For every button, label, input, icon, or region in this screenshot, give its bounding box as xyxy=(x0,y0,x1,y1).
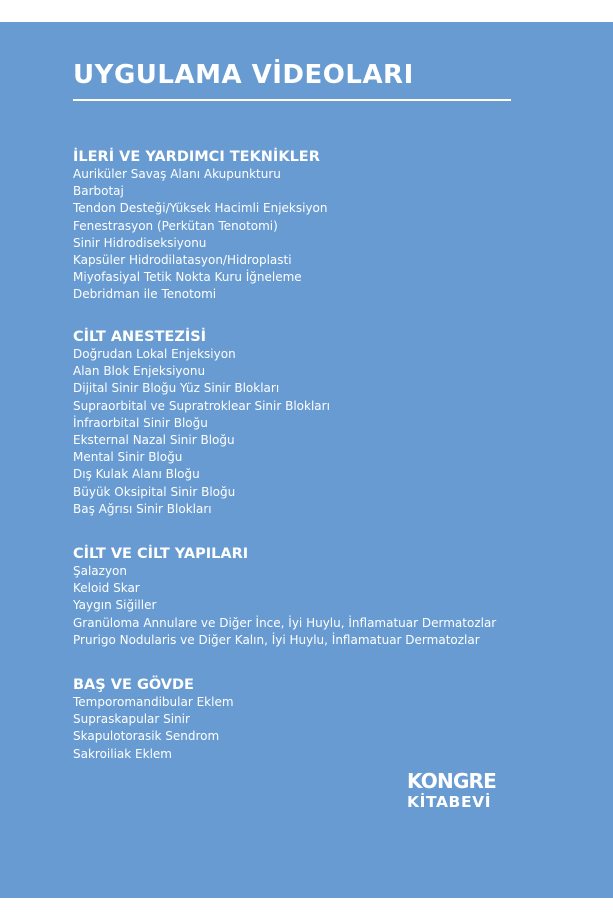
list-item: Şalazyon xyxy=(73,564,128,578)
section-head-and-trunk xyxy=(73,676,553,763)
list-item: Doğrudan Lokal Enjeksiyon xyxy=(73,347,236,361)
video-list xyxy=(73,694,553,763)
list-item: Prurigo Nodularis ve Diğer Kalın, İyi Huylu, İnflamatuar Dermatozlar xyxy=(73,632,480,647)
list-item: Supraorbital ve Supratroklear Sinir Blokları xyxy=(73,398,330,413)
section-heading: İLERİ VE YARDIMCI TEKNİKLER xyxy=(73,149,320,165)
list-item: Barbotaj xyxy=(73,184,124,199)
list-item: Supraskapular Sinir xyxy=(73,712,190,727)
list-item: Yaygın Siğiller xyxy=(73,598,157,613)
video-list xyxy=(73,563,553,649)
list-item: Büyük Oksipital Sinir Bloğu xyxy=(73,484,236,499)
list-item: Sakroiliak Eklem xyxy=(73,746,172,761)
list-item: Dijital Sinir Bloğu Yüz Sinir Blokları xyxy=(73,381,280,396)
section-advanced-techniques xyxy=(73,148,553,304)
video-list xyxy=(73,346,553,518)
list-item: Fenestrasyon (Perkütan Tenotomi) xyxy=(73,218,278,233)
section-skin-structures xyxy=(73,545,553,649)
list-item: Granüloma Annulare ve Diğer İnce, İyi Huylu, İnflamatuar Dermatozlar xyxy=(73,615,497,630)
list-item: Eksternal Nazal Sinir Bloğu xyxy=(73,433,235,448)
page-title: UYGULAMA VİDEOLARI xyxy=(73,60,414,90)
list-item: Debridman ile Tenotomi xyxy=(73,287,217,302)
list-item: Alan Blok Enjeksiyonu xyxy=(73,364,206,379)
list-item: Miyofasiyal Tetik Nokta Kuru İğneleme xyxy=(73,270,302,285)
logo-line-kitabevi: KİTABEVİ xyxy=(407,793,492,811)
list-item: Dış Kulak Alanı Bloğu xyxy=(73,467,200,482)
video-list xyxy=(73,166,553,304)
list-item: Tendon Desteği/Yüksek Hacimli Enjeksiyon xyxy=(73,201,328,216)
list-item: Keloid Skar xyxy=(73,581,140,596)
publisher-logo xyxy=(407,770,517,812)
list-item: Skapulotorasik Sendrom xyxy=(73,729,220,744)
section-skin-anesthesia xyxy=(73,328,553,518)
section-heading: CİLT ANESTEZİSİ xyxy=(73,329,207,345)
logo-line-kongre: KONGRE xyxy=(407,769,497,793)
section-heading: CİLT VE CİLT YAPILARI xyxy=(73,546,249,562)
list-item: Sinir Hidrodiseksiyonu xyxy=(73,235,207,250)
list-item: Temporomandibular Eklem xyxy=(73,695,234,709)
list-item: Baş Ağrısı Sinir Blokları xyxy=(73,501,212,516)
section-heading: BAŞ VE GÖVDE xyxy=(73,677,194,693)
list-item: Mental Sinir Bloğu xyxy=(73,450,183,465)
title-divider xyxy=(73,99,511,101)
list-item: İnfraorbital Sinir Bloğu xyxy=(73,415,208,430)
list-item: Auriküler Savaş Alanı Akupunkturu xyxy=(73,167,281,181)
list-item: Kapsüler Hidrodilatasyon/Hidroplasti xyxy=(73,253,292,268)
